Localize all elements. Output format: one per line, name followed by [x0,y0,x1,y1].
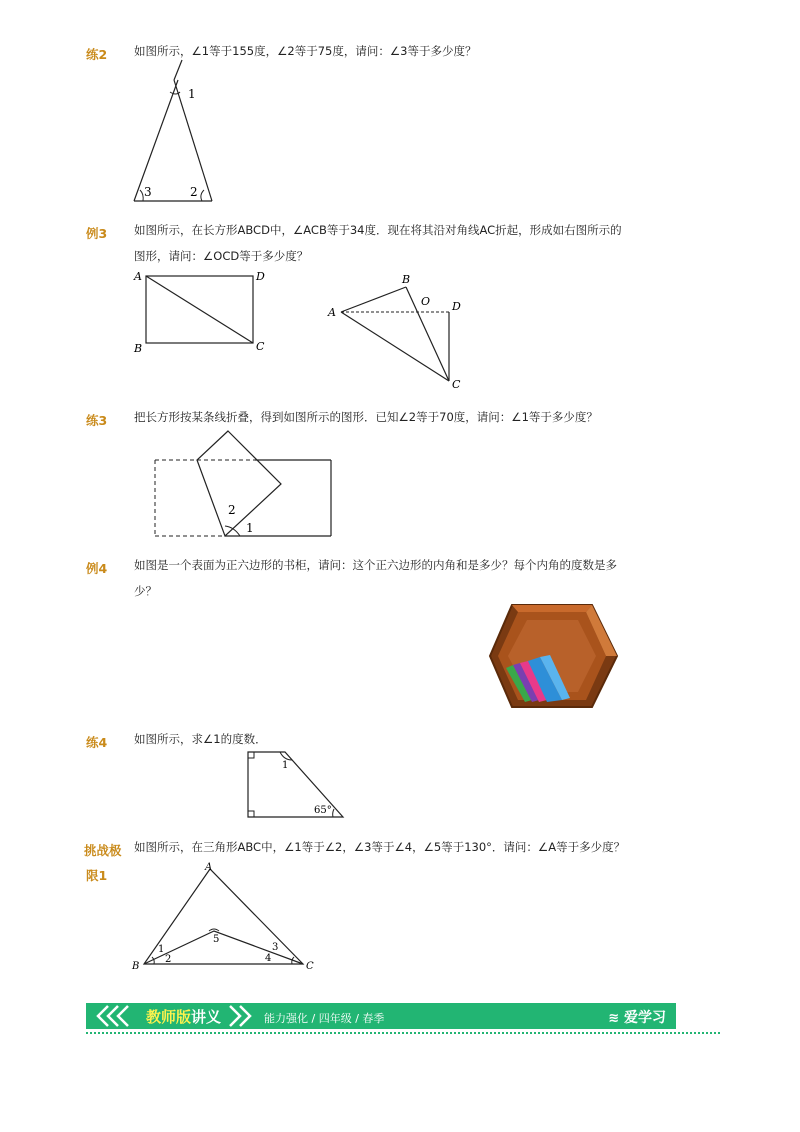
svg-text:C: C [306,961,314,972]
footer-brand: ≋ 爱学习 [608,1010,666,1026]
problem-text-challenge: 如图所示，在三角形ABC中，∠1等于∠2，∠3等于∠4，∠5等于130°．请问：∠A等于多少度？ [134,840,626,854]
problem-text-lian4: 如图所示，求∠1的度数． [134,732,267,746]
footer-breadcrumb: 能力强化 / 四年级 / 春季 [264,1012,385,1025]
svg-text:A: A [134,270,142,283]
svg-text:1: 1 [158,944,165,955]
svg-text:B: B [134,342,143,355]
problem-label-lian2: 练2 [86,47,108,62]
svg-text:B: B [132,961,140,972]
footer-dotted-divider [86,1032,720,1034]
svg-text:5: 5 [213,934,220,945]
problem-text-li4-line1: 如图是一个表面为正六边形的书柜，请问：这个正六边形的内角和是多少？每个内角的度数是多 [134,558,617,572]
svg-text:C: C [256,340,265,353]
problem-text-li4-line2: 少？ [134,584,157,598]
svg-text:O: O [421,295,431,308]
footer-banner [86,1003,676,1029]
svg-text:1: 1 [246,521,254,535]
angle-label-1: 1 [188,87,196,101]
chevron-right-icon [226,1003,256,1029]
problem-label-challenge-line2: 限1 [86,868,108,883]
problem-text-lian2: 如图所示，∠1等于155度，∠2等于75度，请问：∠3等于多少度？ [134,44,477,58]
svg-text:C: C [452,378,461,391]
svg-text:B: B [402,273,411,286]
svg-text:2: 2 [165,954,172,965]
problem-label-challenge-line1: 挑战极 [84,843,122,858]
problem-label-li3: 例3 [86,226,108,241]
problem-label-lian3: 练3 [86,413,108,428]
svg-text:D: D [452,300,461,313]
problem-label-li4: 例4 [86,561,108,576]
chevron-left-icon [92,1003,152,1029]
svg-text:4: 4 [265,953,272,964]
angle-label-3: 3 [144,185,152,199]
svg-text:65°: 65° [314,805,332,816]
svg-text:A: A [205,862,213,873]
problem-label-lian4: 练4 [86,735,108,750]
problem-text-lian3: 把长方形按某条线折叠，得到如图所示的图形．已知∠2等于70度，请问：∠1等于多少度？ [134,410,598,424]
problem-text-li3-line2: 图形，请问：∠OCD等于多少度？ [134,249,309,263]
angle-label-2: 2 [190,185,198,199]
footer-title: 教师版讲义 [146,1008,222,1026]
svg-text:2: 2 [228,503,236,517]
svg-text:A: A [328,306,336,319]
brand-logo-icon: ≋ [608,1011,620,1026]
svg-text:3: 3 [272,942,279,953]
problem-text-li3-line1: 如图所示，在长方形ABCD中，∠ACB等于34度．现在将其沿对角线AC折起，形成如右图所示的 [134,223,622,237]
svg-text:1: 1 [282,760,289,771]
svg-text:D: D [256,270,265,283]
